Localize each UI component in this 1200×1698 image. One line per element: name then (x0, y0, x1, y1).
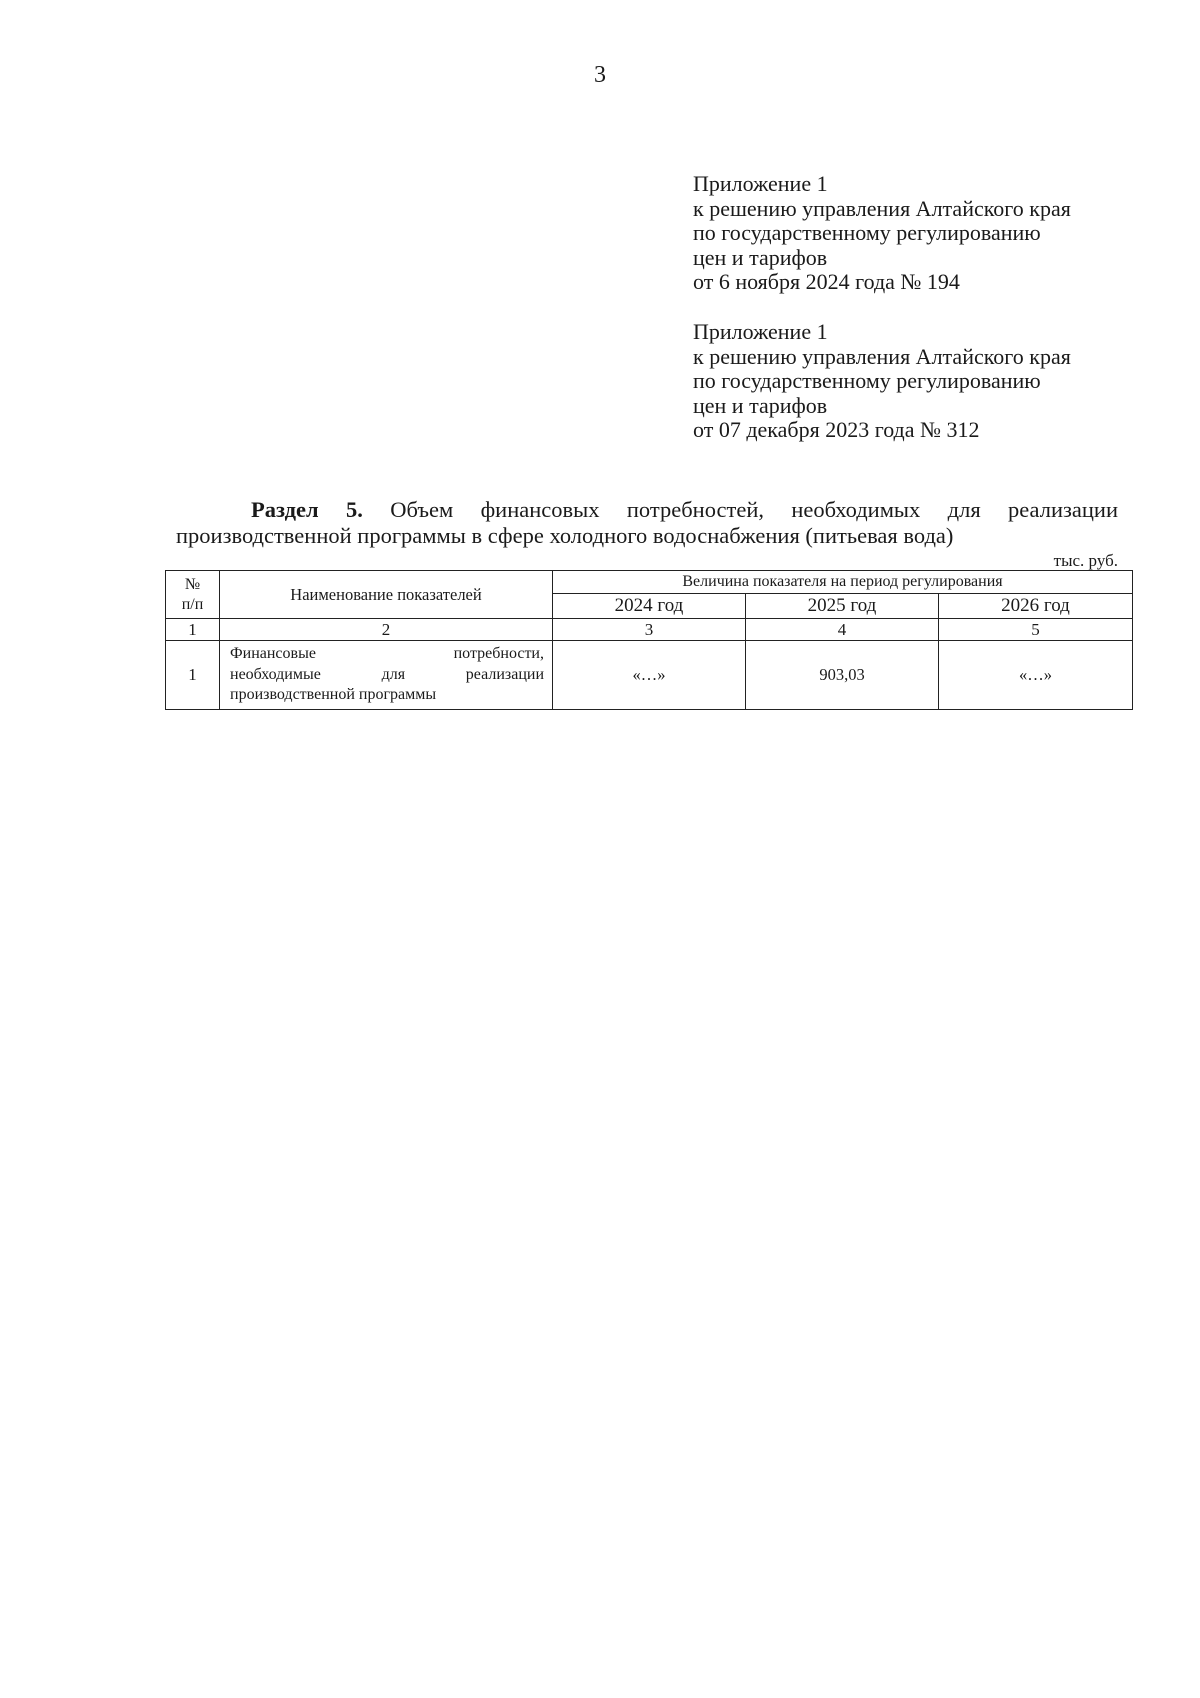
section-title-part1: Объем финансовых потребностей, необходимых для реализации (390, 497, 1119, 522)
table-row (166, 641, 1133, 710)
header-indicator-name: Наименование показателей (220, 571, 553, 619)
appendix-line: по государственному регулированию (693, 368, 1041, 393)
header-number (166, 571, 220, 619)
column-number: 3 (553, 619, 746, 641)
value-2026: «…» (939, 641, 1133, 710)
column-number: 2 (220, 619, 553, 641)
financial-needs-table (165, 570, 1133, 710)
appendix-line: цен и тарифов (693, 392, 828, 418)
unit-label: тыс. руб. (1053, 551, 1118, 570)
appendix-date: от 07 декабря 2023 года № 312 (693, 417, 980, 442)
row-name-line: Финансовые потребности, (230, 645, 544, 662)
section-heading (176, 497, 1118, 549)
appendix-line: к решению управления Алтайского края (693, 195, 1071, 221)
appendix-line: цен и тарифов (693, 244, 828, 270)
row-indicator-name (220, 641, 553, 710)
header-year-2026: 2026 год (939, 594, 1133, 619)
row-name-line: необходимые для реализации (230, 665, 544, 683)
section-heading-line1 (176, 497, 1118, 523)
row-name-line: производственной программы (230, 686, 437, 703)
column-number: 1 (166, 619, 220, 641)
value-2025: 903,03 (746, 641, 939, 710)
column-numbers-row (166, 619, 1133, 641)
appendix-title: Приложение 1 (693, 171, 828, 196)
appendix-block-previous (693, 320, 1071, 443)
appendix-date: от 6 ноября 2024 года № 194 (693, 269, 960, 294)
header-year-2024: 2024 год (553, 594, 746, 619)
column-number: 5 (939, 619, 1133, 641)
appendix-line: к решению управления Алтайского края (693, 343, 1071, 369)
value-2024: «…» (553, 641, 746, 710)
appendix-block-current (693, 172, 1071, 295)
section-label: Раздел 5. (251, 497, 363, 522)
header-number-abbr: п/п (181, 595, 204, 613)
header-period-group: Величина показателя на период регулирования (553, 571, 1133, 594)
row-number: 1 (166, 641, 220, 710)
column-number: 4 (746, 619, 939, 641)
section-title-part2: производственной программы в сфере холодного водоснабжения (питьевая вода) (176, 523, 954, 548)
header-year-2025: 2025 год (746, 594, 939, 619)
table-header-row (166, 571, 1133, 594)
appendix-line: по государственному регулированию (693, 220, 1041, 245)
header-number-symbol: № (184, 575, 201, 593)
page-number: 3 (594, 62, 606, 88)
appendix-title: Приложение 1 (693, 319, 828, 344)
